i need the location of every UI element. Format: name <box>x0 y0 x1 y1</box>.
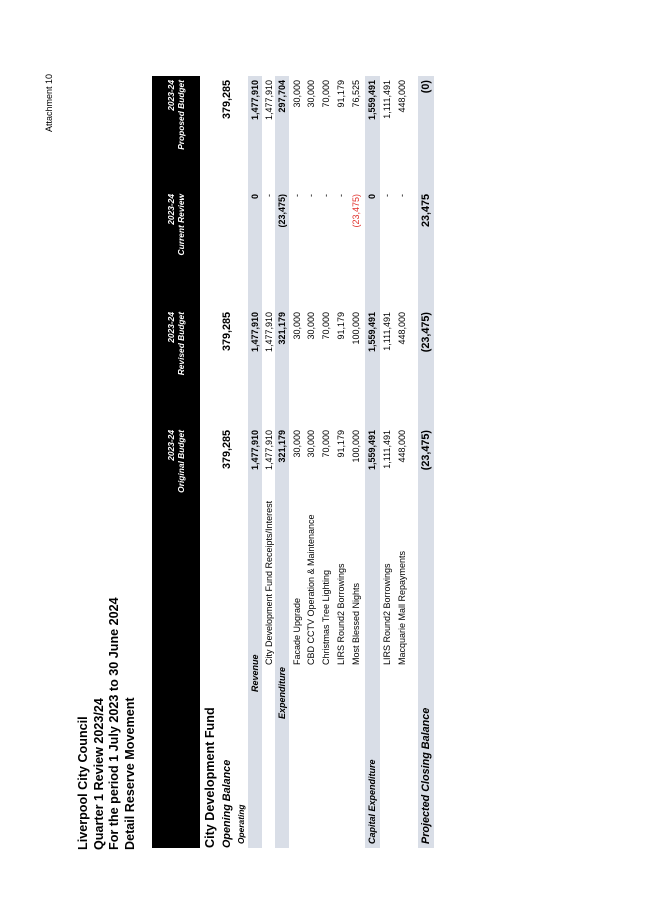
capital-total-proposed: 1,559,491 <box>367 80 377 121</box>
capital-item-revised: 448,000 <box>397 312 407 345</box>
expenditure-item-proposed: 70,000 <box>321 80 331 108</box>
expenditure-item-label: Christmas Tree Lighting <box>321 569 331 665</box>
expenditure-item-current: - <box>336 194 346 197</box>
opening-original: 379,285 <box>221 430 233 470</box>
operating-label: Operating <box>236 804 246 844</box>
expenditure-item-proposed: 91,179 <box>336 80 346 108</box>
expenditure-item-revised: 30,000 <box>306 312 316 340</box>
closing-current: 23,475 <box>420 194 432 228</box>
col-header-original: 2023-24 Original Budget <box>152 426 200 548</box>
revenue-item-current: - <box>264 194 274 197</box>
expenditure-item-original: 91,179 <box>336 430 346 458</box>
review-title: Quarter 1 Review 2023/24 <box>91 698 106 850</box>
attachment-label: Attachment 10 <box>44 73 54 132</box>
expenditure-item-label: Facade Upgrade <box>292 597 302 665</box>
expenditure-total-current: (23,475) <box>277 194 287 228</box>
closing-revised: (23,475) <box>420 312 432 353</box>
capital-item-original: 1,111,491 <box>382 430 392 469</box>
expenditure-item-current: - <box>292 194 302 197</box>
expenditure-item-current: - <box>321 194 331 197</box>
period-text: For the period 1 July 2023 to 30 June 2024 <box>107 597 122 850</box>
expenditure-item-original: 100,000 <box>351 430 361 463</box>
expenditure-item-current: (23,475) <box>351 194 361 228</box>
expenditure-item-revised: 100,000 <box>351 312 361 345</box>
expenditure-item-proposed: 30,000 <box>306 80 316 108</box>
report-header <box>76 597 139 850</box>
opening-proposed: 379,285 <box>221 80 233 120</box>
expenditure-item-revised: 30,000 <box>292 312 302 340</box>
expenditure-item-label: Most Blessed Nights <box>351 582 361 665</box>
report-subtitle: Detail Reserve Movement <box>123 697 138 850</box>
closing-original: (23,475) <box>420 430 432 471</box>
expenditure-item-label: CBD CCTV Operation & Maintenance <box>306 514 316 665</box>
revenue-total-current: 0 <box>250 194 260 200</box>
capital-item-label: LIRS Round2 Borrowings <box>382 563 392 665</box>
capital-item-original: 448,000 <box>397 430 407 463</box>
revenue-item-proposed: 1,477,910 <box>264 80 274 121</box>
capital-total-original: 1,559,491 <box>367 430 377 471</box>
capital-item-current: - <box>382 194 392 197</box>
expenditure-total-proposed: 297,704 <box>277 80 287 113</box>
revenue-label: Revenue <box>250 654 260 692</box>
col-header-current: 2023-24 Current Review <box>152 190 200 308</box>
col-header-revised: 2023-24 Revised Budget <box>152 308 200 426</box>
revenue-total-original: 1,477,910 <box>250 430 260 471</box>
revenue-item-revised: 1,477,910 <box>264 312 274 353</box>
capital-total-revised: 1,559,491 <box>367 312 377 353</box>
opening-balance-label: Opening Balance <box>221 759 233 848</box>
council-name: Liverpool City Council <box>76 716 90 850</box>
revenue-item-label: City Development Fund Receipts/Interest <box>264 500 274 665</box>
revenue-total-proposed: 1,477,910 <box>250 80 260 121</box>
capital-item-proposed: 448,000 <box>397 80 407 113</box>
capital-item-current: - <box>397 194 407 197</box>
expenditure-item-original: 30,000 <box>306 430 316 458</box>
expenditure-label: Expenditure <box>277 666 287 719</box>
capital-item-revised: 1,111,491 <box>382 312 392 351</box>
expenditure-item-original: 70,000 <box>321 430 331 458</box>
closing-balance-label: Projected Closing Balance <box>420 707 432 844</box>
capital-item-proposed: 1,111,491 <box>382 80 392 119</box>
expenditure-item-revised: 91,179 <box>336 312 346 340</box>
closing-proposed: (0) <box>420 80 432 94</box>
expenditure-total-original: 321,179 <box>277 430 287 463</box>
expenditure-item-revised: 70,000 <box>321 312 331 340</box>
opening-revised: 379,285 <box>221 312 233 352</box>
expenditure-total-revised: 321,179 <box>277 312 287 345</box>
expenditure-item-proposed: 30,000 <box>292 80 302 108</box>
revenue-total-revised: 1,477,910 <box>250 312 260 353</box>
expenditure-item-current: - <box>306 194 316 197</box>
capital-total-current: 0 <box>367 194 377 200</box>
expenditure-item-label: LIRS Round2 Borrowings <box>336 563 346 665</box>
revenue-item-original: 1,477,910 <box>264 430 274 471</box>
capital-item-label: Macquarie Mall Repayments <box>397 550 407 665</box>
expenditure-item-original: 30,000 <box>292 430 302 458</box>
expenditure-item-proposed: 76,525 <box>351 80 361 108</box>
col-header-proposed: 2023-24 Proposed Budget <box>152 76 200 190</box>
capital-expenditure-label: Capital Expenditure <box>367 759 377 844</box>
header-bar <box>152 548 200 848</box>
fund-title: City Development Fund <box>203 707 217 848</box>
